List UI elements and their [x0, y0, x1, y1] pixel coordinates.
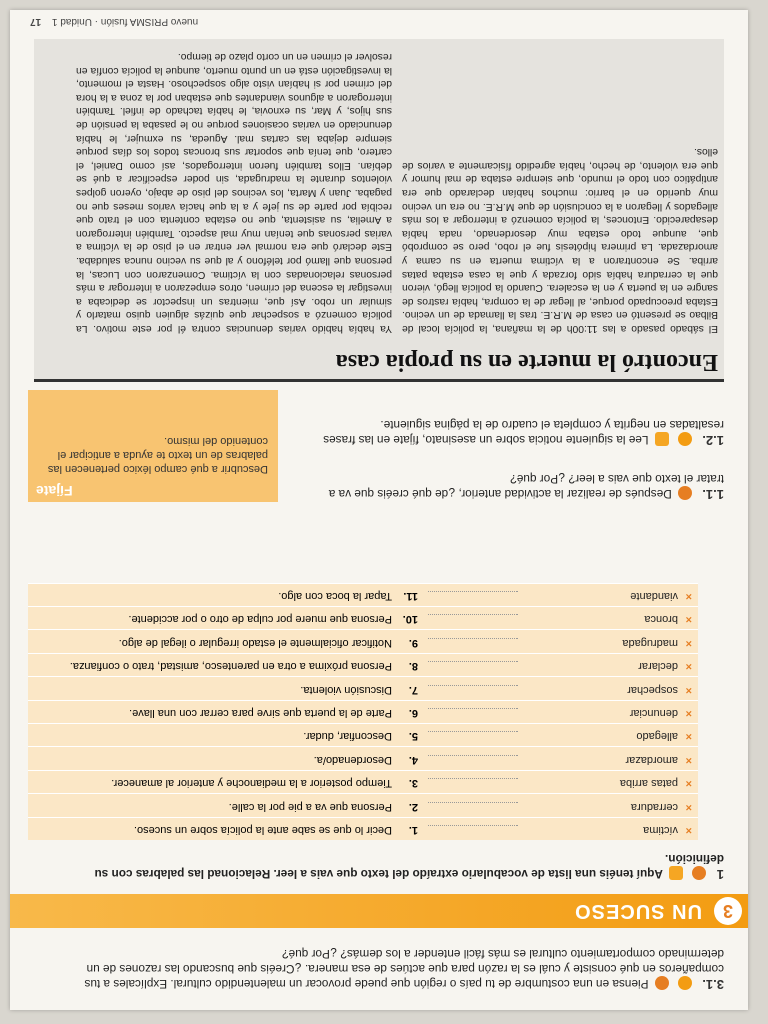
bullet-icon: ×: [685, 683, 692, 696]
definition-number: 2.: [408, 800, 418, 813]
section-title: UN SUCESO: [574, 900, 702, 922]
vocab-row: [28, 676, 698, 699]
vocab-word: patas arriba: [619, 777, 678, 790]
definition-text: Persona que va a pie por la calle.: [228, 800, 392, 813]
exercise-text: Lee la siguiente noticia sobre un asesinato, fíjate en las frases resaltadas en negrita y completa el cuadro de la página siguiente.: [323, 418, 724, 447]
definition-number: 3.: [408, 777, 418, 790]
bullet-icon: ×: [685, 824, 692, 836]
page-footer: [30, 16, 198, 27]
definition-text: Parte de la puerta que sirve para cerrar con una llave.: [129, 707, 392, 720]
definition-text: Persona próxima a otra en parentesco, amistad, trato o confianza.: [69, 660, 392, 673]
bullet-icon: ×: [685, 590, 692, 603]
definition-number: 11.: [403, 590, 418, 603]
exercise-1-1: [300, 471, 724, 502]
bullet-icon: ×: [685, 777, 692, 790]
article-column-1: El sábado pasado a las 11:00h de la mañana, la policía local de Bilbao se presentó en casa de M.R.E. tras la llamada de un vecino. Estaba preocupado porque, al llegar de la compra, había rastros de sangre en la puerta y en la escalera. Cuando la policía llegó, vieron que la cerradura había sido forzada y que la casa estaba patas arriba. Se encontraron a la víctima muerta en su cama y amordazada. La primera hipótesis fue el robo, pero se comprobó que, aunque todo estaba muy desordenado, nada había desaparecido. Entonces, la policía comenzó a interrogar a los más allegados y llegaron a la conclusión de que M.R.E. no era un vecino muy querido en el barrio: muchos habían declarado que era antipático con todo el mundo, que siempre estaba de mal humor y que era violento, de hecho, había agredido físicamente a varios de ellos.: [402, 146, 718, 334]
answer-line[interactable]: [428, 825, 518, 836]
answer-line[interactable]: [428, 731, 518, 742]
vocab-row: [28, 746, 698, 769]
definition-number: 4.: [408, 753, 418, 766]
definition-text: Tiempo posterior a la medianoche y anterior al amanecer.: [111, 777, 392, 790]
answer-line[interactable]: [428, 591, 518, 602]
vocab-row: [28, 700, 698, 723]
pencil-icon: [655, 432, 669, 446]
answer-line[interactable]: [428, 802, 518, 813]
article-headline: Encontró la muerte en su propia casa: [335, 349, 718, 375]
exercise-text: Después de realizar la actividad anterior, ¿de qué creéis que va a tratar el texto que vais a leer? ¿Por qué?: [328, 472, 724, 501]
tip-box: [28, 390, 278, 502]
exercise-text: Aquí tenéis una lista de vocabulario extraído del texto que vais a leer. Relacionad las palabras con su definición.: [94, 852, 724, 881]
vocab-word: madrugada: [622, 636, 678, 649]
answer-line[interactable]: [428, 685, 518, 696]
vocab-word: allegado: [636, 730, 678, 743]
vocab-word: víctima: [643, 824, 678, 836]
pencil-icon: [678, 976, 692, 990]
vocab-word: bronca: [644, 613, 678, 626]
definition-number: 10.: [402, 613, 418, 626]
book-title: nuevo PRISMA fusión · Unidad 1: [51, 16, 199, 27]
exercise-1-2: [300, 417, 724, 448]
vocab-row: [28, 653, 698, 676]
tip-text: Descubrir a qué campo léxico pertenecen las palabras de un texto te ayuda a anticipar el contenido del mismo.: [47, 435, 268, 475]
tip-title: Fíjate: [36, 483, 73, 499]
bullet-icon: ×: [685, 660, 692, 673]
definition-text: Notificar oficialmente el estado irregular o ilegal de algo.: [118, 636, 392, 649]
vocab-row: [28, 606, 698, 629]
page-number: 17: [30, 16, 42, 27]
definition-text: Desordenado/a.: [313, 753, 392, 766]
section-banner: [10, 894, 748, 928]
group-icon: [692, 866, 706, 880]
vocab-word: cerradura: [630, 800, 678, 813]
vocab-row: [28, 723, 698, 746]
definition-text: Persona que muere por culpa de otro o por accidente.: [128, 613, 392, 626]
vocab-row: [28, 793, 698, 816]
reading-icon: [678, 432, 692, 446]
exercise-3-1: [34, 946, 724, 992]
exercise-text: Piensa en una costumbre de tu país o región que puede provocar un malentendido cultural. Explícales a tus compañeros en qué consiste y cuál es la razón para que actúes de esa manera. ¿Creéis que buscando las razones de un determinado comportamiento cultural es más fácil entender a los demás? ¿Por qué?: [84, 947, 724, 991]
answer-line[interactable]: [428, 638, 518, 649]
vocab-word: amordazar: [625, 753, 678, 766]
definition-number: 8.: [408, 660, 418, 673]
section-number: 3: [714, 897, 742, 925]
definition-text: Desconfiar, dudar.: [303, 730, 392, 743]
textbook-page: [10, 10, 748, 1010]
definition-text: Tapar la boca con algo.: [278, 590, 392, 603]
answer-line[interactable]: [428, 778, 518, 789]
vocab-word: sospechar: [627, 683, 678, 696]
definition-number: 1.: [408, 824, 418, 836]
exercise-number: 3.1.: [702, 977, 724, 992]
exercise-1: [34, 851, 724, 882]
definition-number: 9.: [408, 636, 418, 649]
definition-text: Decir lo que se sabe ante la policía sobre un suceso.: [133, 824, 392, 836]
bullet-icon: ×: [685, 707, 692, 720]
exercise-number: 1.1.: [702, 487, 724, 502]
group-icon: [678, 486, 692, 500]
bullet-icon: ×: [685, 613, 692, 626]
answer-line[interactable]: [428, 755, 518, 766]
chat-icon: [669, 866, 683, 880]
vocab-word: declarar: [638, 660, 678, 673]
answer-line[interactable]: [428, 708, 518, 719]
bullet-icon: ×: [685, 800, 692, 813]
definition-text: Discusión violenta.: [300, 683, 392, 696]
bullet-icon: ×: [685, 636, 692, 649]
vocab-row: [28, 583, 698, 606]
exercise-number: 1: [716, 867, 724, 882]
news-article: [34, 39, 724, 382]
exercise-number: 1.2.: [702, 433, 724, 448]
group-icon: [655, 976, 669, 990]
vocab-row: [28, 629, 698, 652]
answer-line[interactable]: [428, 661, 518, 672]
article-column-2: Ya había habido varias denuncias contra él por este motivo. La policía comenzó a sospechar que quizás alguien quiso matarlo y simular un robo. Así que, mientras un inspector se dedicaba a investigar la escena del crimen, otros empezaron a interrogar a más personas relacionadas con la víctima. Comenzaron con Lucas, la persona que llamó por teléfono y al que su vecino nunca saludaba. Este declaró que era normal ver entrar en el piso de la víctima a varias personas que tenían muy mal aspecto. También interrogaron a Amelia, su asistenta, que no estaba contenta con el trato que recibía por parte de su jefe y a la que hacía varios meses que no pagaba. Juan y Marta, los vecinos del piso de abajo, oyeron golpes violentos durante la madrugada, sin poder especificar a qué se debían. Ellos también fueron interrogados, así como Daniel, el cartero, que tenía que soportar sus broncas todos los días porque siempre dejaba las cartas mal. Agueda, su exmujer, le había denunciado en varias ocasiones porque no le pasaba la pensión de sus hijos, y Mar, su exnovia, le había tachado de infiel. También interrogaron a algunos viandantes que estaban por la zona a la hora del crimen por si habían visto algo sospechoso. Hasta el momento, la investigación está en un punto muerto, aunque la policía confía en resolver el crimen en un corto plazo de tiempo.: [76, 51, 392, 334]
bullet-icon: ×: [685, 753, 692, 766]
vocabulary-table: [28, 583, 698, 840]
definition-number: 6.: [408, 707, 418, 720]
bullet-icon: ×: [685, 730, 692, 743]
definition-number: 7.: [408, 683, 418, 696]
answer-line[interactable]: [428, 614, 518, 625]
vocab-word: denunciar: [629, 707, 678, 720]
vocab-row: [28, 770, 698, 793]
vocab-row: [28, 817, 698, 840]
definition-number: 5.: [408, 730, 418, 743]
vocab-word: viandante: [630, 590, 678, 603]
